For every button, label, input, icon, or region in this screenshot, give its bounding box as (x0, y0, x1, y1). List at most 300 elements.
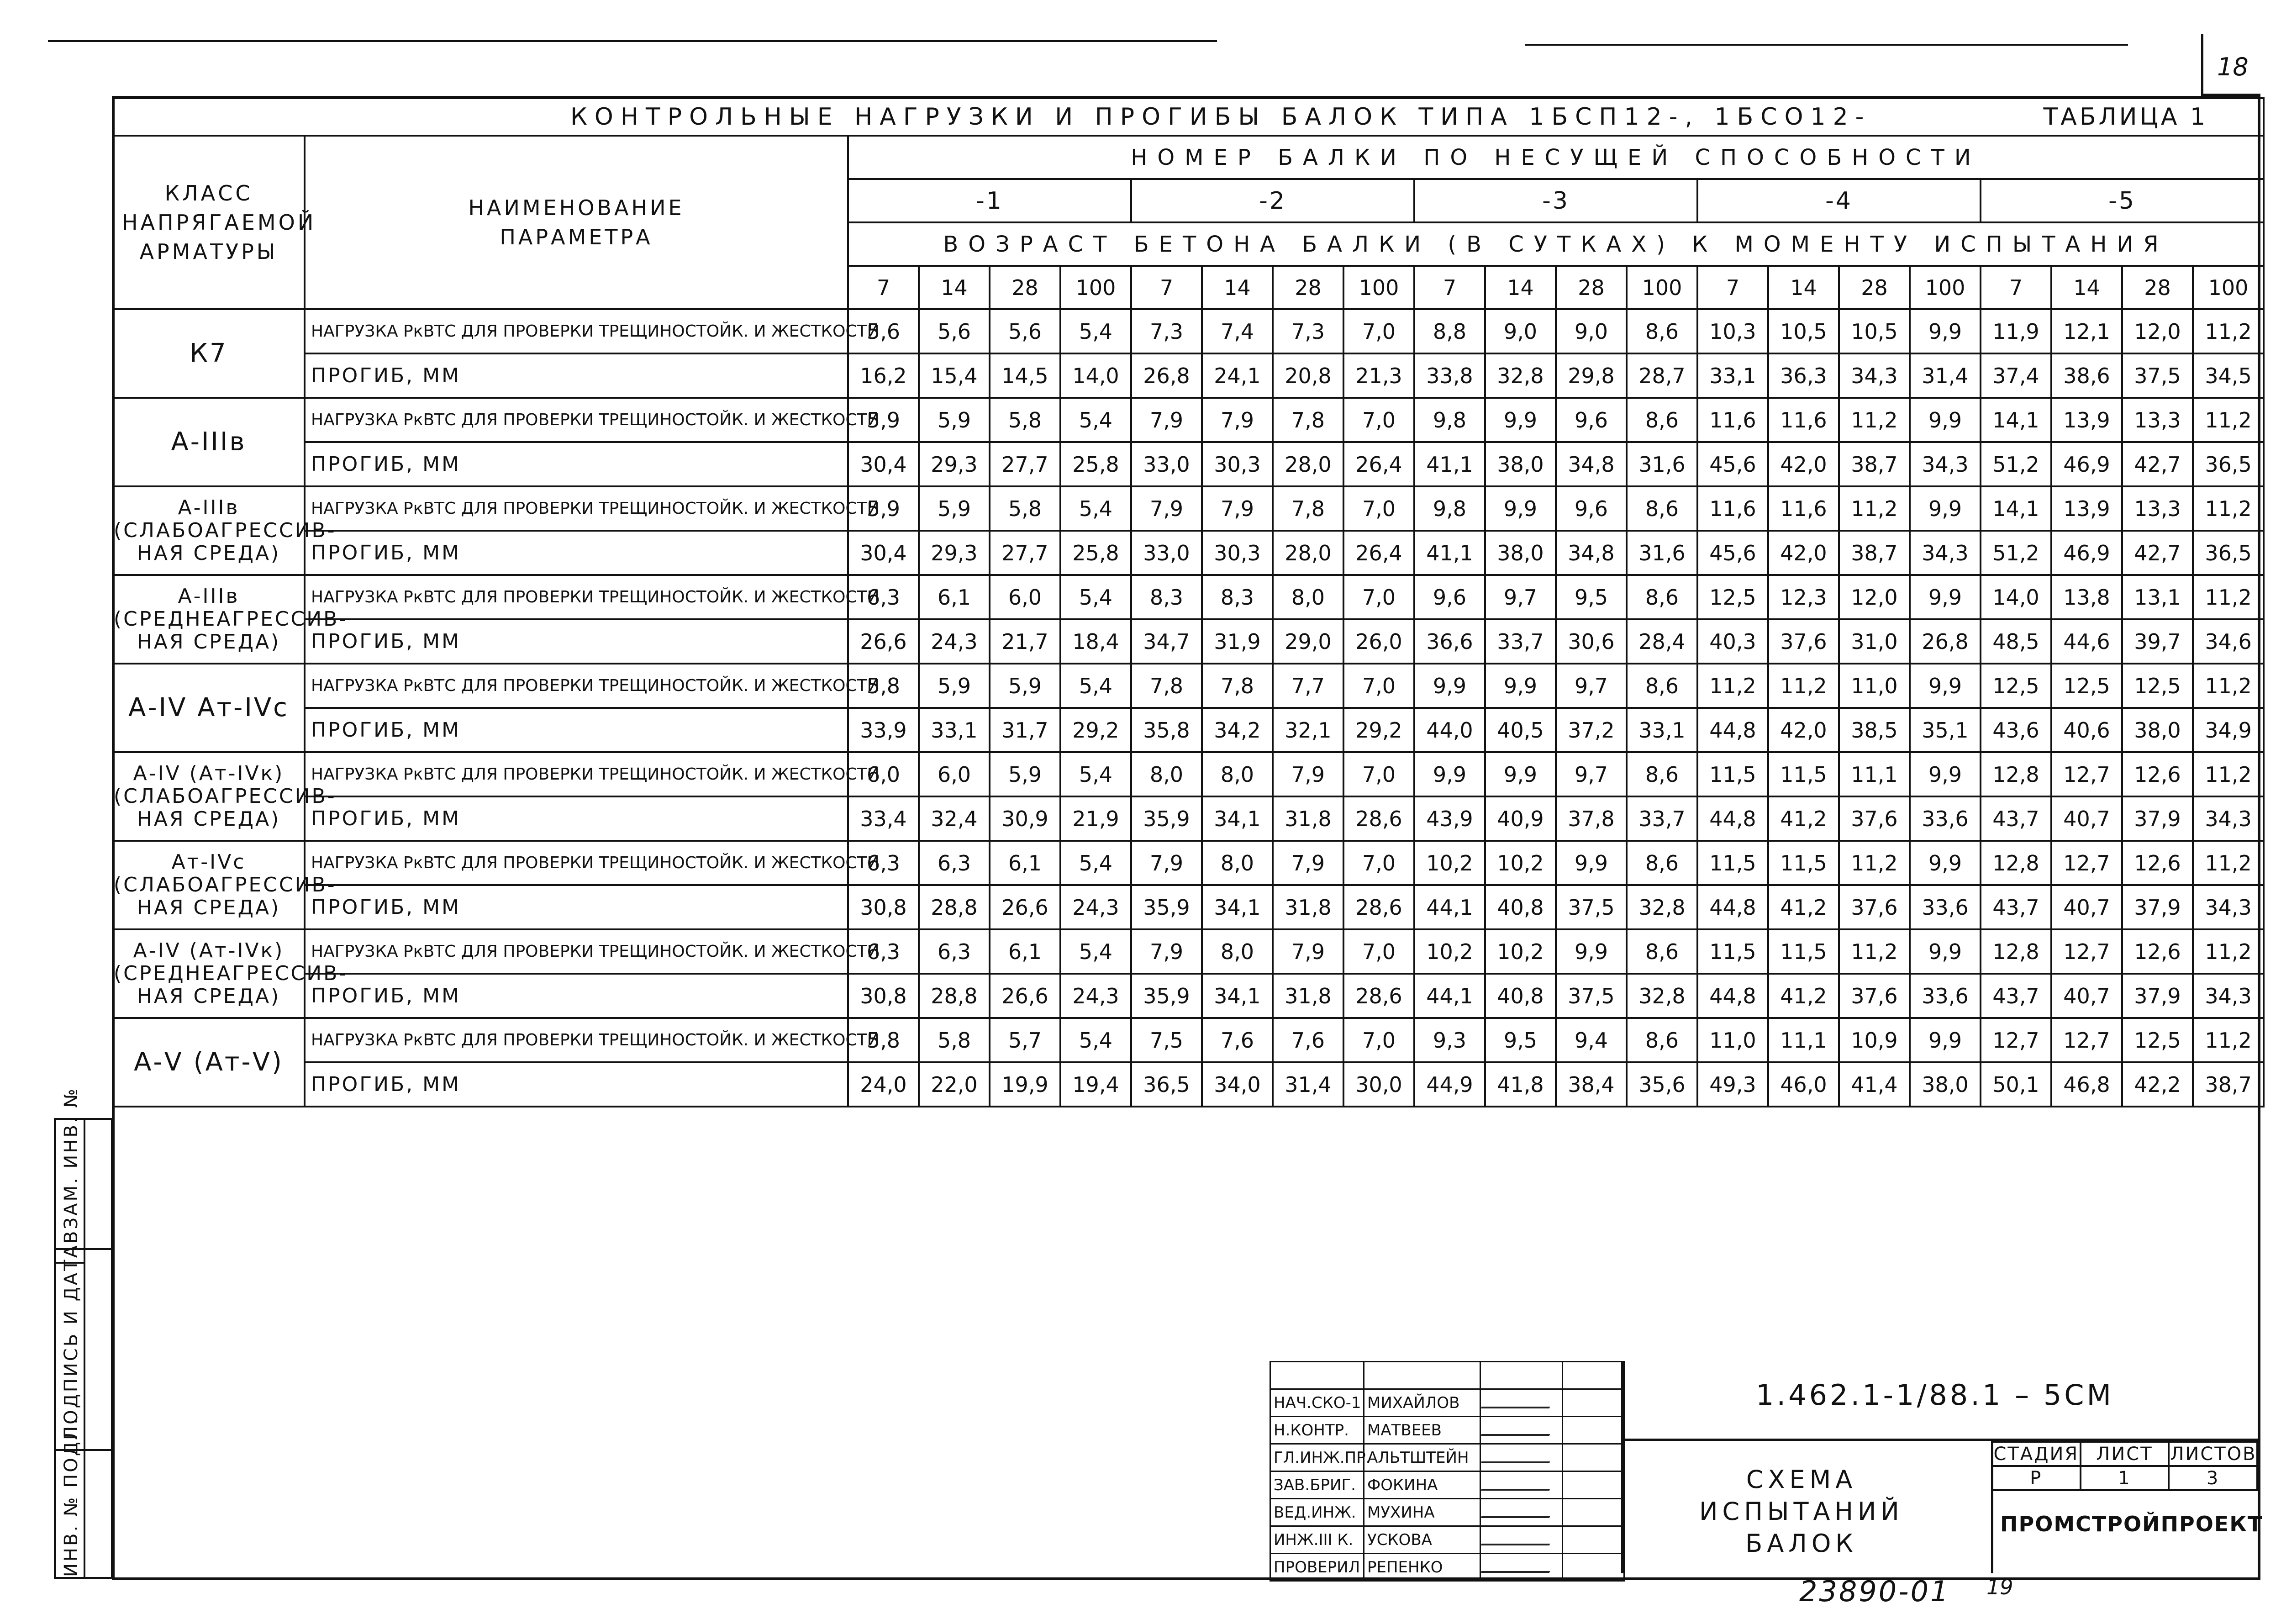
value-cell: 34,9 (2193, 708, 2264, 752)
value-cell: 11,2 (2193, 486, 2264, 531)
armature-class: Ат-ІVс (СЛАБОАГРЕССИВ-НАЯ СРЕДА) (113, 841, 305, 929)
signature-role: ГЛ.ИНЖ.ПР. (1270, 1444, 1364, 1471)
value-cell: 29,2 (1343, 708, 1414, 752)
value-cell: 44,8 (1697, 885, 1768, 929)
value-cell: 5,4 (1060, 664, 1131, 708)
value-cell: 44,6 (2051, 619, 2122, 664)
armature-class: А-ІV Ат-ІVс (113, 664, 305, 752)
signature-role: Н.КОНТР. (1270, 1417, 1364, 1444)
value-cell: 30,4 (848, 531, 919, 575)
side-stamp-signature-date: ПОДПИСЬ И ДАТА (61, 1244, 82, 1440)
signature-role: ПРОВЕРИЛ (1270, 1554, 1364, 1581)
value-cell: 5,6 (990, 309, 1060, 353)
table-row (113, 796, 2264, 841)
value-cell: 33,0 (1131, 531, 1202, 575)
value-cell: 34,3 (2193, 974, 2264, 1018)
value-cell: 31,4 (1910, 353, 1981, 398)
value-cell: 7,8 (1202, 664, 1273, 708)
param-deflection-label: ПРОГИБ, ММ (305, 442, 848, 486)
value-cell: 22,0 (919, 1062, 990, 1107)
value-cell: 26,8 (1910, 619, 1981, 664)
value-cell: 13,3 (2122, 398, 2193, 442)
value-cell: 44,9 (1414, 1062, 1485, 1107)
handwritten-signature-icon (1481, 1475, 1555, 1491)
value-cell: 12,5 (1697, 575, 1768, 619)
value-cell: 12,7 (2051, 929, 2122, 974)
value-cell: 7,9 (1202, 486, 1273, 531)
value-cell: 28,6 (1343, 974, 1414, 1018)
value-cell: 33,4 (848, 796, 919, 841)
value-cell: 7,8 (1273, 398, 1343, 442)
handwritten-signature-icon (1481, 1420, 1555, 1436)
value-cell: 14,0 (1981, 575, 2051, 619)
header-concrete-age: ВОЗРАСТ БЕТОНА БАЛКИ (В СУТКАХ) К МОМЕНТУ ИСПЫТАНИЯ (848, 222, 2264, 266)
signature-date (1563, 1417, 1624, 1444)
value-cell: 8,6 (1627, 398, 1697, 442)
value-cell: 33,6 (1910, 885, 1981, 929)
value-cell: 31,4 (1273, 1062, 1343, 1107)
value-cell: 34,1 (1202, 974, 1273, 1018)
value-cell: 7,9 (1131, 929, 1202, 974)
value-cell: 7,0 (1343, 486, 1414, 531)
value-cell: 31,8 (1273, 974, 1343, 1018)
value-cell: 29,3 (919, 531, 990, 575)
organization: ПРОМСТРОЙПРОЕКТ (2000, 1512, 2263, 1536)
value-cell: 24,0 (848, 1062, 919, 1107)
beam-number-3: -3 (1414, 179, 1697, 222)
value-cell: 5,9 (919, 486, 990, 531)
value-cell: 29,0 (1273, 619, 1343, 664)
value-cell: 37,2 (1556, 708, 1627, 752)
value-cell: 34,3 (1910, 531, 1981, 575)
value-cell: 11,2 (2193, 575, 2264, 619)
param-load-label: НАГРУЗКА PкВТС ДЛЯ ПРОВЕРКИ ТРЕЩИНОСТОЙК. И ЖЕСТКОСТИ (305, 841, 848, 885)
table-row (113, 708, 2264, 752)
value-cell: 29,8 (1556, 353, 1627, 398)
page-marker: 19 (1986, 1575, 2013, 1599)
table-title-row (113, 98, 2264, 136)
value-cell: 39,7 (2122, 619, 2193, 664)
value-cell: 31,9 (1202, 619, 1273, 664)
value-cell: 26,6 (990, 974, 1060, 1018)
value-cell: 24,3 (919, 619, 990, 664)
signature-name: АЛЬТШТЕЙН (1364, 1444, 1480, 1471)
value-cell: 13,3 (2122, 486, 2193, 531)
value-cell: 9,9 (1910, 929, 1981, 974)
armature-class: А-ІV (Ат-ІVк) (СРЕДНЕАГРЕССИВ-НАЯ СРЕДА) (113, 929, 305, 1018)
value-cell: 14,1 (1981, 398, 2051, 442)
value-cell: 30,4 (848, 442, 919, 486)
value-cell: 11,2 (2193, 398, 2264, 442)
value-cell: 14,0 (1060, 353, 1131, 398)
value-cell: 37,6 (1839, 974, 1910, 1018)
value-cell: 20,8 (1273, 353, 1343, 398)
handwritten-signature-icon (1481, 1530, 1555, 1545)
value-cell: 46,9 (2051, 531, 2122, 575)
signature-date (1563, 1499, 1624, 1526)
age-11: 100 (1627, 266, 1697, 309)
value-cell: 11,0 (1839, 664, 1910, 708)
value-cell: 9,6 (1414, 575, 1485, 619)
value-cell: 9,9 (1556, 929, 1627, 974)
age-14: 28 (1839, 266, 1910, 309)
value-cell: 9,9 (1485, 664, 1556, 708)
value-cell: 11,1 (1839, 752, 1910, 796)
table-row (113, 974, 2264, 1018)
handwritten-signature-icon (1481, 1503, 1555, 1518)
value-cell: 12,0 (1839, 575, 1910, 619)
value-cell: 7,0 (1343, 929, 1414, 974)
table-row (113, 486, 2264, 531)
age-17: 14 (2051, 266, 2122, 309)
header-class: КЛАСС НАПРЯГАЕМОЙ АРМАТУРЫ (113, 136, 305, 309)
value-cell: 27,7 (990, 442, 1060, 486)
table-label: ТАБЛИЦА 1 (2043, 103, 2208, 131)
value-cell: 30,0 (1343, 1062, 1414, 1107)
value-cell: 9,6 (1556, 486, 1627, 531)
value-cell: 5,9 (990, 752, 1060, 796)
value-cell: 7,7 (1273, 664, 1343, 708)
table-row (113, 398, 2264, 442)
value-cell: 31,8 (1273, 796, 1343, 841)
value-cell: 40,7 (2051, 796, 2122, 841)
value-cell: 31,8 (1273, 885, 1343, 929)
value-cell: 5,4 (1060, 398, 1131, 442)
value-cell: 7,8 (1131, 664, 1202, 708)
value-cell: 9,8 (1414, 398, 1485, 442)
value-cell: 5,7 (990, 1018, 1060, 1062)
value-cell: 25,8 (1060, 531, 1131, 575)
value-cell: 31,6 (1627, 442, 1697, 486)
sheets-label: ЛИСТОВ (2169, 1442, 2257, 1466)
value-cell: 11,2 (1839, 486, 1910, 531)
signature-mark (1480, 1499, 1563, 1526)
value-cell: 35,9 (1131, 974, 1202, 1018)
value-cell: 8,6 (1627, 752, 1697, 796)
value-cell: 38,6 (2051, 353, 2122, 398)
value-cell: 6,3 (848, 841, 919, 885)
value-cell: 11,6 (1768, 486, 1839, 531)
value-cell: 12,7 (2051, 1018, 2122, 1062)
value-cell: 5,9 (919, 664, 990, 708)
signature-name: МАТВЕЕВ (1364, 1417, 1480, 1444)
value-cell: 48,5 (1981, 619, 2051, 664)
value-cell: 32,8 (1627, 974, 1697, 1018)
value-cell: 41,1 (1414, 442, 1485, 486)
value-cell: 43,7 (1981, 885, 2051, 929)
param-deflection-label: ПРОГИБ, ММ (305, 885, 848, 929)
value-cell: 34,7 (1131, 619, 1202, 664)
value-cell: 31,0 (1839, 619, 1910, 664)
value-cell: 7,5 (1131, 1018, 1202, 1062)
value-cell: 9,5 (1556, 575, 1627, 619)
value-cell: 8,6 (1627, 929, 1697, 974)
value-cell: 36,5 (2193, 442, 2264, 486)
value-cell: 7,9 (1273, 752, 1343, 796)
value-cell: 6,1 (990, 841, 1060, 885)
value-cell: 51,2 (1981, 442, 2051, 486)
header-parameter: НАИМЕНОВАНИЕ ПАРАМЕТРА (305, 136, 848, 309)
side-stamp-inv-original: ИНВ. № ПОДЛ. (61, 1417, 82, 1577)
value-cell: 49,3 (1697, 1062, 1768, 1107)
value-cell: 6,3 (848, 929, 919, 974)
age-0: 7 (848, 266, 919, 309)
value-cell: 7,3 (1131, 309, 1202, 353)
value-cell: 26,8 (1131, 353, 1202, 398)
value-cell: 11,0 (1697, 1018, 1768, 1062)
value-cell: 40,3 (1697, 619, 1768, 664)
value-cell: 10,2 (1414, 929, 1485, 974)
value-cell: 40,9 (1485, 796, 1556, 841)
value-cell: 51,2 (1981, 531, 2051, 575)
value-cell: 11,2 (1839, 841, 1910, 885)
value-cell: 11,2 (2193, 1018, 2264, 1062)
value-cell: 11,2 (1839, 398, 1910, 442)
value-cell: 15,4 (919, 353, 990, 398)
age-12: 7 (1697, 266, 1768, 309)
value-cell: 5,8 (848, 664, 919, 708)
value-cell: 11,6 (1697, 398, 1768, 442)
value-cell: 28,7 (1627, 353, 1697, 398)
value-cell: 43,9 (1414, 796, 1485, 841)
value-cell: 37,9 (2122, 885, 2193, 929)
value-cell: 35,1 (1910, 708, 1981, 752)
value-cell: 33,1 (1627, 708, 1697, 752)
value-cell: 7,9 (1131, 486, 1202, 531)
signature-mark (1480, 1417, 1563, 1444)
value-cell: 12,8 (1981, 841, 2051, 885)
table-row (113, 1062, 2264, 1107)
value-cell: 38,5 (1839, 708, 1910, 752)
value-cell: 36,5 (1131, 1062, 1202, 1107)
table-row (113, 619, 2264, 664)
value-cell: 13,1 (2122, 575, 2193, 619)
signature-name: МИХАЙЛОВ (1364, 1389, 1480, 1417)
value-cell: 33,9 (848, 708, 919, 752)
value-cell: 9,9 (1910, 575, 1981, 619)
value-cell: 8,6 (1627, 575, 1697, 619)
value-cell: 7,0 (1343, 575, 1414, 619)
value-cell: 7,3 (1273, 309, 1343, 353)
value-cell: 19,4 (1060, 1062, 1131, 1107)
value-cell: 38,7 (2193, 1062, 2264, 1107)
value-cell: 9,9 (1910, 309, 1981, 353)
value-cell: 50,1 (1981, 1062, 2051, 1107)
signature-role: ИНЖ.ІІІ К. (1270, 1526, 1364, 1554)
value-cell: 30,8 (848, 885, 919, 929)
signature-date (1563, 1554, 1624, 1581)
value-cell: 36,6 (1414, 619, 1485, 664)
value-cell: 9,9 (1910, 752, 1981, 796)
signature-mark (1480, 1389, 1563, 1417)
value-cell: 5,9 (848, 486, 919, 531)
signature-role: ВЕД.ИНЖ. (1270, 1499, 1364, 1526)
value-cell: 44,8 (1697, 708, 1768, 752)
value-cell: 28,8 (919, 974, 990, 1018)
param-load-label: НАГРУЗКА PкВТС ДЛЯ ПРОВЕРКИ ТРЕЩИНОСТОЙК. И ЖЕСТКОСТИ (305, 398, 848, 442)
value-cell: 38,0 (1910, 1062, 1981, 1107)
table-row (113, 664, 2264, 708)
value-cell: 5,9 (848, 398, 919, 442)
armature-class: А-ІІІв (СЛАБОАГРЕССИВ-НАЯ СРЕДА) (113, 486, 305, 575)
value-cell: 9,9 (1485, 398, 1556, 442)
top-rule-left (48, 40, 1217, 42)
param-load-label: НАГРУЗКА PкВТС ДЛЯ ПРОВЕРКИ ТРЕЩИНОСТОЙК. И ЖЕСТКОСТИ (305, 1018, 848, 1062)
value-cell: 7,0 (1343, 398, 1414, 442)
value-cell: 34,8 (1556, 531, 1627, 575)
value-cell: 38,0 (2122, 708, 2193, 752)
value-cell: 34,8 (1556, 442, 1627, 486)
value-cell: 30,3 (1202, 531, 1273, 575)
value-cell: 9,9 (1910, 664, 1981, 708)
value-cell: 5,4 (1060, 929, 1131, 974)
value-cell: 6,0 (990, 575, 1060, 619)
value-cell: 33,7 (1485, 619, 1556, 664)
age-5: 14 (1202, 266, 1273, 309)
value-cell: 8,0 (1202, 929, 1273, 974)
value-cell: 6,3 (848, 575, 919, 619)
value-cell: 34,3 (1910, 442, 1981, 486)
value-cell: 21,7 (990, 619, 1060, 664)
value-cell: 9,7 (1485, 575, 1556, 619)
value-cell: 46,9 (2051, 442, 2122, 486)
signature-row (1270, 1554, 1624, 1581)
value-cell: 12,6 (2122, 929, 2193, 974)
value-cell: 42,0 (1768, 708, 1839, 752)
param-deflection-label: ПРОГИБ, ММ (305, 531, 848, 575)
value-cell: 26,6 (848, 619, 919, 664)
value-cell: 34,3 (2193, 796, 2264, 841)
value-cell: 40,8 (1485, 885, 1556, 929)
value-cell: 41,8 (1485, 1062, 1556, 1107)
value-cell: 5,8 (990, 486, 1060, 531)
value-cell: 5,8 (919, 1018, 990, 1062)
value-cell: 30,6 (1556, 619, 1627, 664)
value-cell: 40,6 (2051, 708, 2122, 752)
value-cell: 14,5 (990, 353, 1060, 398)
value-cell: 10,2 (1485, 929, 1556, 974)
value-cell: 11,2 (2193, 841, 2264, 885)
value-cell: 32,8 (1627, 885, 1697, 929)
handwritten-signature-icon (1481, 1393, 1555, 1408)
signature-date (1563, 1526, 1624, 1554)
value-cell: 35,8 (1131, 708, 1202, 752)
doc-code: 1.462.1-1/88.1 – 5СМ (1756, 1378, 2114, 1412)
value-cell: 10,3 (1697, 309, 1768, 353)
archive-number: 23890-01 (1799, 1575, 1950, 1608)
value-cell: 11,9 (1981, 309, 2051, 353)
signature-role: НАЧ.СКО-1 (1270, 1389, 1364, 1417)
value-cell: 34,1 (1202, 796, 1273, 841)
value-cell: 8,6 (1627, 309, 1697, 353)
value-cell: 45,6 (1697, 442, 1768, 486)
age-2: 28 (990, 266, 1060, 309)
value-cell: 10,2 (1414, 841, 1485, 885)
value-cell: 8,0 (1202, 752, 1273, 796)
value-cell: 9,9 (1414, 752, 1485, 796)
value-cell: 37,5 (2122, 353, 2193, 398)
value-cell: 35,9 (1131, 796, 1202, 841)
value-cell: 44,1 (1414, 885, 1485, 929)
value-cell: 34,2 (1202, 708, 1273, 752)
value-cell: 10,9 (1839, 1018, 1910, 1062)
value-cell: 42,2 (2122, 1062, 2193, 1107)
value-cell: 11,2 (2193, 752, 2264, 796)
value-cell: 7,9 (1273, 841, 1343, 885)
value-cell: 9,9 (1485, 486, 1556, 531)
param-load-label: НАГРУЗКА PкВТС ДЛЯ ПРОВЕРКИ ТРЕЩИНОСТОЙК. И ЖЕСТКОСТИ (305, 309, 848, 353)
drawing-title: СХЕМА ИСПЫТАНИЙ БАЛОК (1699, 1465, 1904, 1558)
value-cell: 32,8 (1485, 353, 1556, 398)
value-cell: 37,9 (2122, 796, 2193, 841)
value-cell: 9,9 (1556, 841, 1627, 885)
value-cell: 34,1 (1202, 885, 1273, 929)
value-cell: 12,5 (1981, 664, 2051, 708)
param-deflection-label: ПРОГИБ, ММ (305, 353, 848, 398)
age-1: 14 (919, 266, 990, 309)
value-cell: 8,6 (1627, 664, 1697, 708)
value-cell: 28,6 (1343, 885, 1414, 929)
beam-number-2: -2 (1131, 179, 1414, 222)
value-cell: 28,4 (1627, 619, 1697, 664)
table-row (113, 531, 2264, 575)
beam-number-5: -5 (1981, 179, 2264, 222)
doc-code-box (1621, 1361, 2260, 1441)
age-7: 100 (1343, 266, 1414, 309)
value-cell: 12,1 (2051, 309, 2122, 353)
value-cell: 9,9 (1910, 398, 1981, 442)
signature-row (1270, 1444, 1624, 1471)
signature-date (1563, 1444, 1624, 1471)
signature-mark (1480, 1444, 1563, 1471)
value-cell: 7,0 (1343, 664, 1414, 708)
value-cell: 9,9 (1910, 841, 1981, 885)
value-cell: 5,4 (1060, 575, 1131, 619)
param-load-label: НАГРУЗКА PкВТС ДЛЯ ПРОВЕРКИ ТРЕЩИНОСТОЙК. И ЖЕСТКОСТИ (305, 752, 848, 796)
table-row (113, 575, 2264, 619)
armature-class: К7 (113, 309, 305, 398)
value-cell: 35,9 (1131, 885, 1202, 929)
value-cell: 31,6 (1627, 531, 1697, 575)
value-cell: 7,9 (1273, 929, 1343, 974)
value-cell: 9,9 (1910, 486, 1981, 531)
value-cell: 38,4 (1556, 1062, 1627, 1107)
value-cell: 43,7 (1981, 974, 2051, 1018)
armature-class: А-V (Ат-V) (113, 1018, 305, 1107)
value-cell: 7,4 (1202, 309, 1273, 353)
table-row (113, 1018, 2264, 1062)
beam-number-1: -1 (848, 179, 1131, 222)
value-cell: 37,6 (1839, 796, 1910, 841)
value-cell: 5,8 (848, 1018, 919, 1062)
stage-label: СТАДИЯ (1992, 1442, 2081, 1466)
value-cell: 24,3 (1060, 974, 1131, 1018)
signature-row (1270, 1499, 1624, 1526)
value-cell: 26,4 (1343, 442, 1414, 486)
value-cell: 8,8 (1414, 309, 1485, 353)
value-cell: 12,7 (2051, 752, 2122, 796)
beam-number-4: -4 (1697, 179, 1981, 222)
signature-row (1270, 1417, 1624, 1444)
value-cell: 26,6 (990, 885, 1060, 929)
sheet-label: ЛИСТ (2081, 1442, 2169, 1466)
value-cell: 37,4 (1981, 353, 2051, 398)
table-row (113, 309, 2264, 353)
value-cell: 5,4 (1060, 1018, 1131, 1062)
age-6: 28 (1273, 266, 1343, 309)
value-cell: 7,6 (1202, 1018, 1273, 1062)
sheet-value: 1 (2081, 1466, 2169, 1490)
